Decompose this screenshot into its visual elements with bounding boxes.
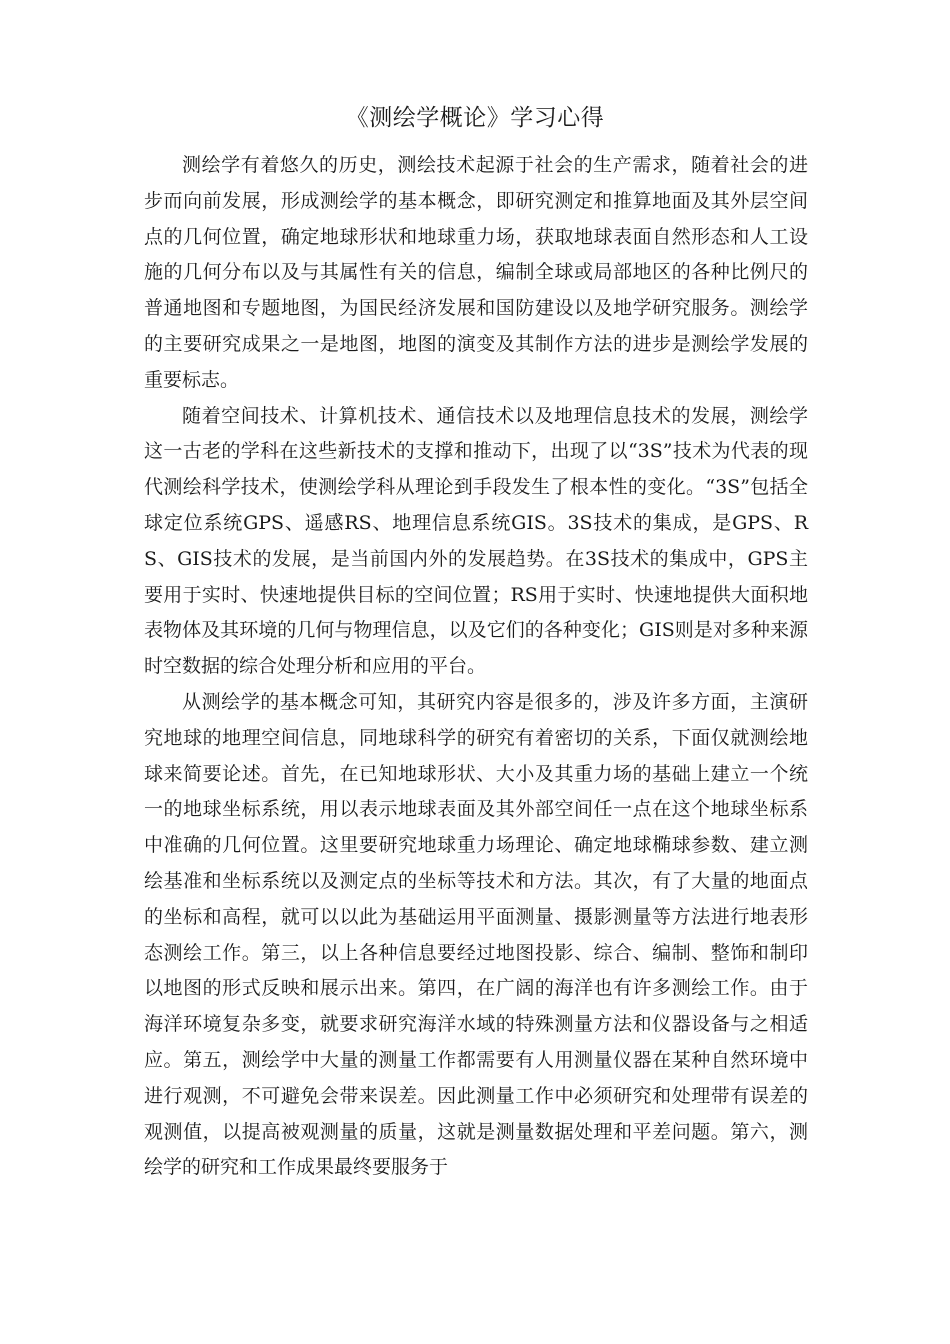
document-title: 《测绘学概论》学习心得 xyxy=(345,105,605,131)
document-body xyxy=(144,148,808,1186)
paragraph-3s-technology: 随着空间技术、计算机技术、通信技术以及地理信息技术的发展，测绘学这一古老的学科在这些新技术的支撑和推动下，出现了以“3S”技术为代表的现代测绘科学技术，使测绘学科从理论到手段发生了根本性的变化。“3S”包括全球定位系统GPS、遥感RS、地理信息系统GIS。3S技术的集成，是GPS、RS、GIS技术的发展，是当前国内外的发展趋势。在3S技术的集成中，GPS主要用于实时、快速地提供目标的空间位置；RS用于实时、快速地提供大面积地表物体及其环境的几何与物理信息，以及它们的各种变化；GIS则是对多种来源时空数据的综合处理分析和应用的平台。 xyxy=(144,404,808,678)
paragraph-history: 测绘学有着悠久的历史，测绘技术起源于社会的生产需求，随着社会的进步而向前发展，形成测绘学的基本概念，即研究测定和推算地面及其外层空间点的几何位置，确定地球形状和地球重力场，获取地球表面自然形态和人工设施的几何分布以及与其属性有关的信息，编制全球或局部地区的各种比例尺的普通地图和专题地图，为国民经济发展和国防建设以及地学研究服务。测绘学的主要研究成果之一是地图，地图的演变及其制作方法的进步是测绘学发展的重要标志。 xyxy=(144,154,808,391)
paragraph-research-content: 从测绘学的基本概念可知，其研究内容是很多的，涉及许多方面，主演研究地球的地理空间信息，同地球科学的研究有着密切的关系，下面仅就测绘地球来简要论述。首先，在已知地球形状、大小及其重力场的基础上建立一个统一的地球坐标系统，用以表示地球表面及其外部空间任一点在这个地球坐标系中准确的几何位置。这里要研究地球重力场理论、确定地球椭球参数、建立测绘基准和坐标系统以及测定点的坐标等技术和方法。其次，有了大量的地面点的坐标和高程，就可以以此为基础运用平面测量、摄影测量等方法进行地表形态测绘工作。第三，以上各种信息要经过地图投影、综合、编制、整饰和制印以地图的形式反映和展示出来。第四，在广阔的海洋也有许多测绘工作。由于海洋环境复杂多变，就要求研究海洋水域的特殊测量方法和仪器设备与之相适应。第五，测绘学中大量的测量工作都需要有人用测量仪器在某种自然环境中进行观测，不可避免会带来误差。因此测量工作中必须研究和处理带有误差的观测值，以提高被观测量的质量，这就是测量数据处理和平差问题。第六，测绘学的研究和工作成果最终要服务于 xyxy=(144,690,808,1179)
